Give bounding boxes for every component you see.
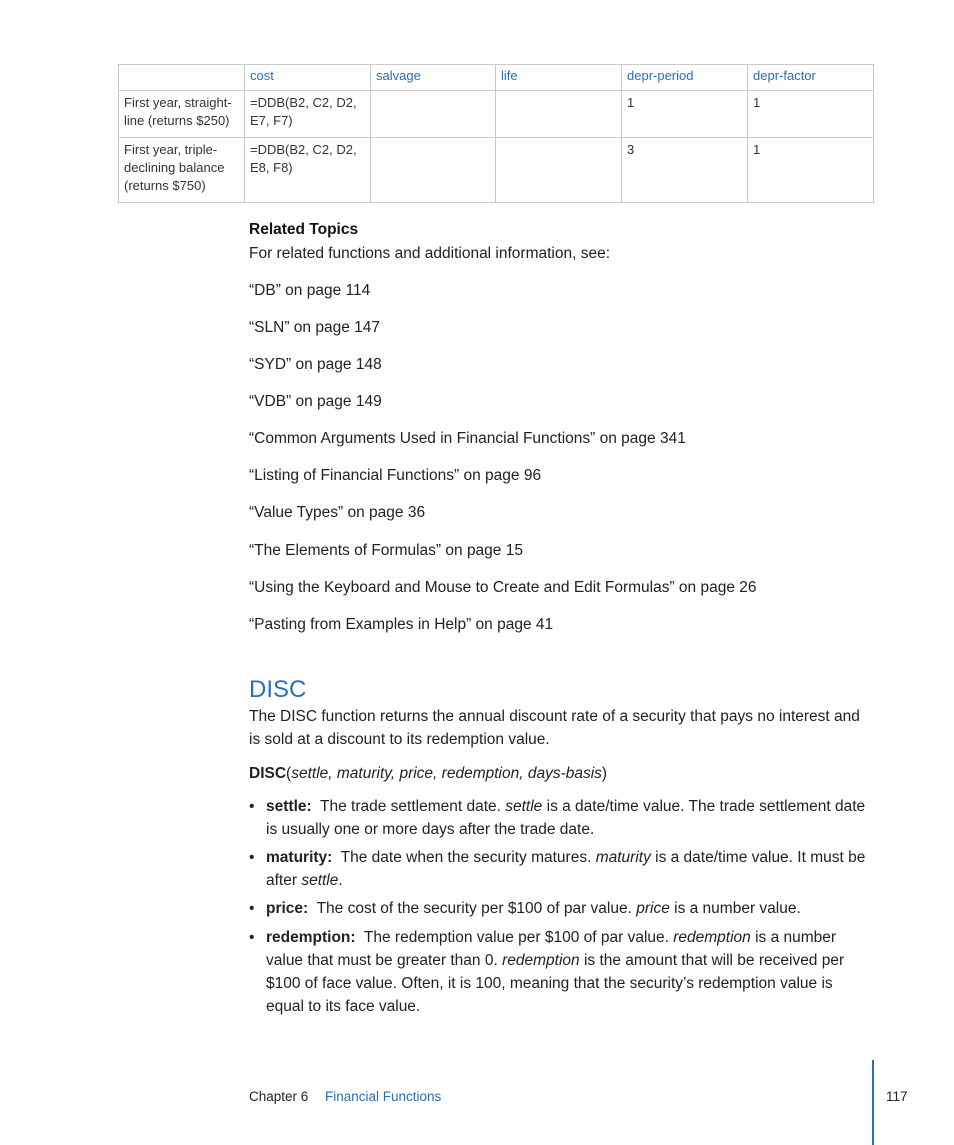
argument-item-price	[249, 897, 874, 920]
example-table	[118, 64, 874, 203]
table-cell: =DDB(B2, C2, D2, E7, F7)	[245, 91, 371, 138]
argument-text: The redemption value per $100 of par value.	[363, 929, 674, 946]
section-title: DISC	[249, 676, 307, 703]
argument-italic: price	[636, 900, 670, 917]
table-header: salvage	[371, 65, 496, 91]
argument-text: The trade settlement date.	[320, 798, 506, 815]
argument-term: price:	[266, 900, 309, 917]
table-header	[119, 65, 245, 91]
related-link[interactable]: “SYD” on page 148	[249, 356, 382, 373]
footer-divider	[872, 1060, 874, 1145]
bullet-icon: •	[249, 900, 255, 917]
argument-term: maturity:	[266, 849, 333, 866]
argument-item-maturity	[249, 846, 874, 892]
argument-text: is a date/time value. It must be after	[266, 849, 866, 889]
argument-text: is a number value that must be greater than 0.	[266, 929, 837, 969]
argument-italic: redemption	[673, 929, 751, 946]
table-header: life	[496, 65, 622, 91]
page-number: 117	[886, 1089, 908, 1104]
footer-chapter-label: Chapter 6	[249, 1089, 309, 1104]
argument-italic: maturity	[595, 849, 651, 866]
related-link[interactable]: “Value Types” on page 36	[249, 504, 426, 521]
table-row	[119, 91, 874, 138]
argument-text: is the amount that will be received per $100 of face value. Often, it is 100, meaning that the security’s redemption value is equal to its face value.	[266, 952, 845, 1015]
table-row	[119, 138, 874, 203]
function-description: The DISC function returns the annual discount rate of a security that pays no interest and is sold at a discount to its redemption value.	[249, 708, 860, 748]
argument-text: is a number value.	[669, 900, 801, 917]
table-cell: 3	[622, 138, 748, 203]
table-cell: First year, triple-declining balance (returns $750)	[119, 138, 245, 203]
table-header: cost	[245, 65, 371, 91]
related-topics-heading: Related Topics	[249, 221, 359, 238]
bullet-icon: •	[249, 849, 255, 866]
argument-text: is a date/time value. The trade settlement date is usually one or more days after the trade date.	[266, 798, 866, 838]
related-link[interactable]: “Listing of Financial Functions” on page 96	[249, 467, 542, 484]
related-link[interactable]: “VDB” on page 149	[249, 393, 382, 410]
related-link[interactable]: “The Elements of Formulas” on page 15	[249, 542, 523, 559]
syntax-function-name: DISC	[249, 765, 287, 782]
table-cell: 1	[748, 91, 874, 138]
argument-item-settle	[249, 795, 874, 841]
table-cell: =DDB(B2, C2, D2, E8, F8)	[245, 138, 371, 203]
table-cell: 1	[748, 138, 874, 203]
table-cell: 1	[622, 91, 748, 138]
argument-italic: settle	[505, 798, 543, 815]
related-link[interactable]: “Using the Keyboard and Mouse to Create and Edit Formulas” on page 26	[249, 579, 757, 596]
bullet-icon: •	[249, 929, 255, 946]
table-header: depr-period	[622, 65, 748, 91]
table-header-row	[119, 65, 874, 91]
bullet-icon: •	[249, 798, 255, 815]
table-header: depr-factor	[748, 65, 874, 91]
table-cell	[371, 138, 496, 203]
related-link[interactable]: “Pasting from Examples in Help” on page 41	[249, 616, 554, 633]
argument-term: settle:	[266, 798, 312, 815]
table-cell	[496, 91, 622, 138]
related-link[interactable]: “SLN” on page 147	[249, 319, 380, 336]
footer-chapter-title: Financial Functions	[325, 1089, 442, 1104]
argument-text: .	[338, 872, 343, 889]
table-cell: First year, straight-line (returns $250)	[119, 91, 245, 138]
table-cell	[371, 91, 496, 138]
related-link[interactable]: “DB” on page 114	[249, 282, 371, 299]
argument-italic: settle	[301, 872, 339, 889]
table-cell	[496, 138, 622, 203]
argument-text: The date when the security matures.	[340, 849, 596, 866]
argument-term: redemption:	[266, 929, 356, 946]
argument-item-redemption	[249, 926, 874, 1018]
function-syntax: DISC(settle, maturity, price, redemption, days-basis)	[249, 765, 608, 782]
syntax-arguments: settle, maturity, price, redemption, days-basis	[291, 765, 602, 782]
argument-italic: redemption	[502, 952, 580, 969]
related-topics-intro: For related functions and additional information, see:	[249, 245, 611, 262]
argument-text: The cost of the security per $100 of par value.	[316, 900, 637, 917]
related-link[interactable]: “Common Arguments Used in Financial Functions” on page 341	[249, 430, 686, 447]
